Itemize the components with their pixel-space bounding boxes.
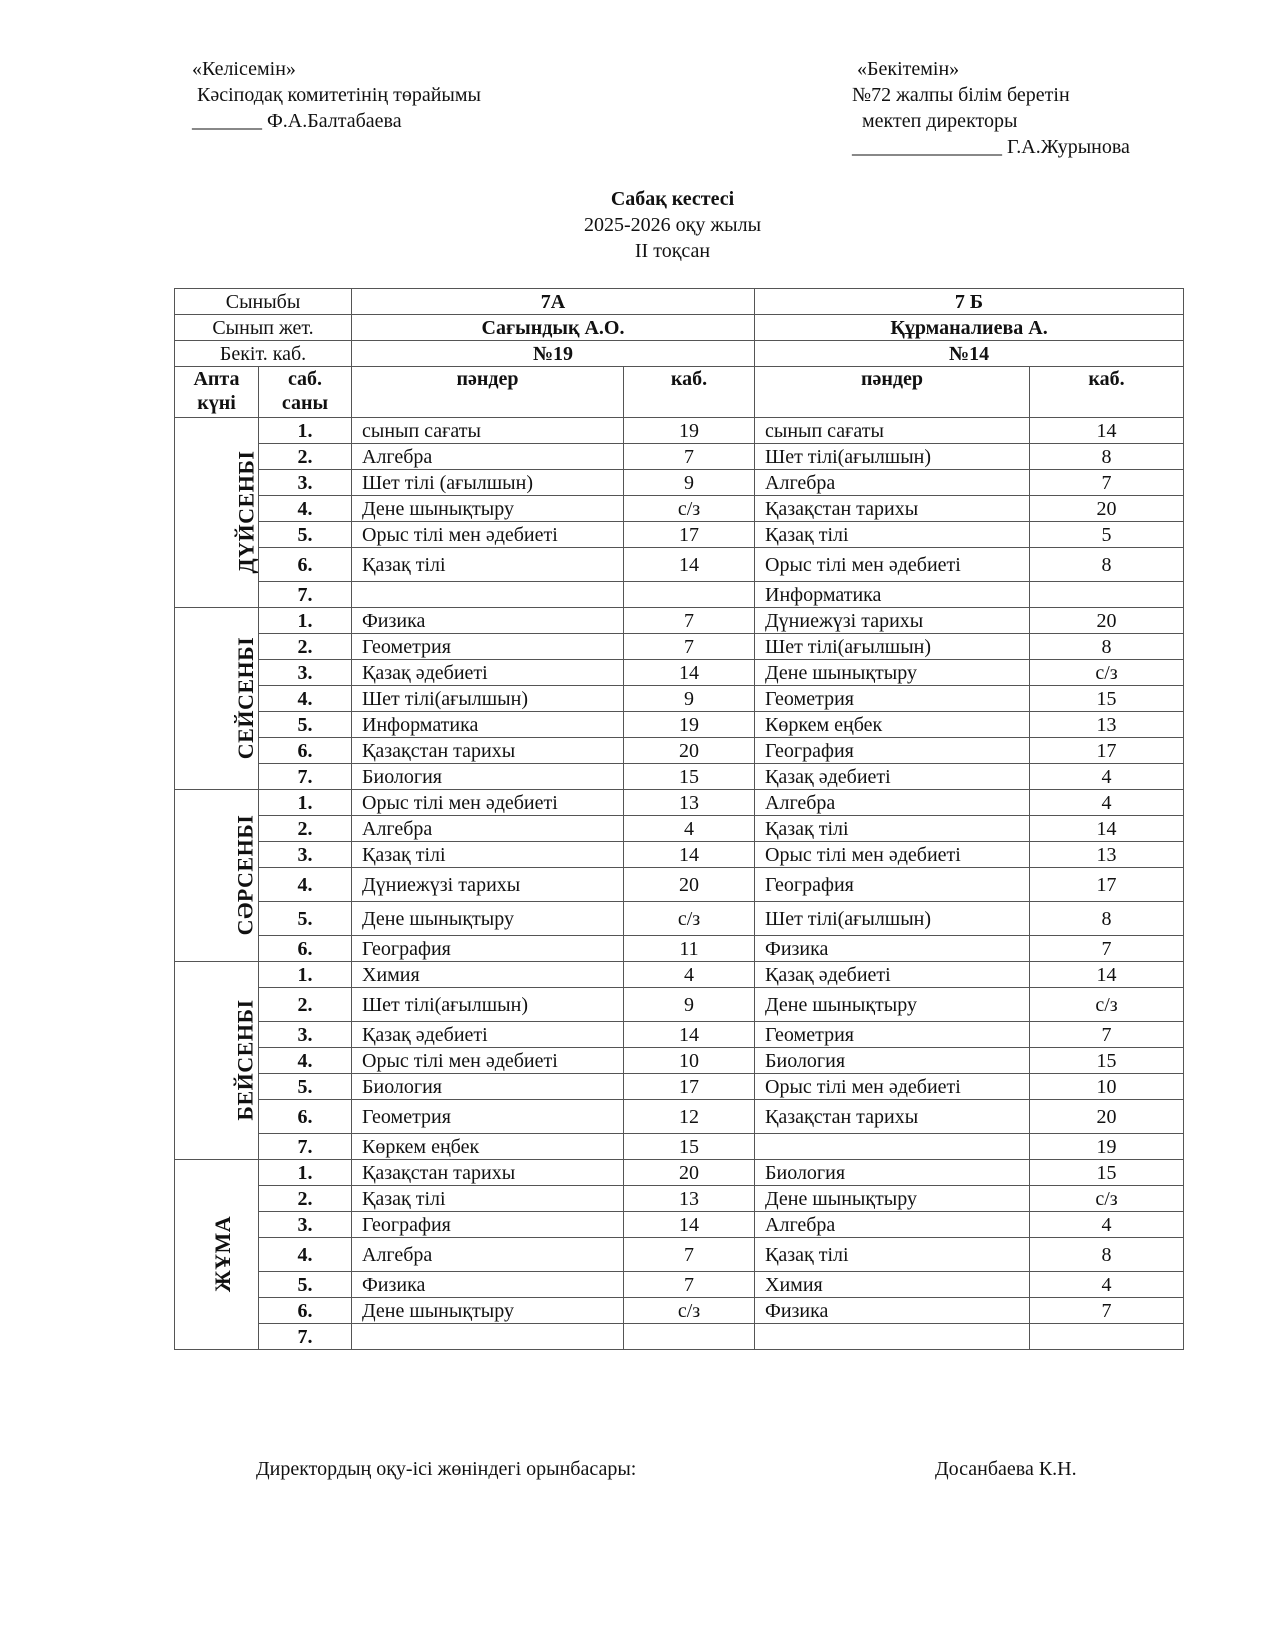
cabinet-7a: 7 bbox=[624, 444, 755, 470]
subject-7a: Геометрия bbox=[352, 634, 624, 660]
agreement-role: Кәсіподақ комитетінің төрайымы bbox=[192, 84, 481, 106]
cabinet-7b bbox=[1030, 1324, 1184, 1350]
subject-7a: География bbox=[352, 936, 624, 962]
cabinet-7b: 5 bbox=[1030, 522, 1184, 548]
teacher-label: Сынып жет. bbox=[175, 315, 352, 341]
cabinet-7b: 20 bbox=[1030, 608, 1184, 634]
subject-7b: Физика bbox=[755, 936, 1030, 962]
subject-7b: Қазақ әдебиеті bbox=[755, 962, 1030, 988]
cabinet-7a: 4 bbox=[624, 816, 755, 842]
subject-7a: Дене шынықтыру bbox=[352, 496, 624, 522]
subject-7b: Қазақ тілі bbox=[755, 816, 1030, 842]
subject-7a: Шет тілі(ағылшын) bbox=[352, 988, 624, 1022]
cabinet-7b: 20 bbox=[1030, 1100, 1184, 1134]
lesson-row bbox=[175, 902, 1184, 936]
subject-7a: сынып сағаты bbox=[352, 418, 624, 444]
schedule-table bbox=[174, 288, 1184, 1350]
cabinet-7a: 7 bbox=[624, 634, 755, 660]
day-cell bbox=[175, 1160, 259, 1350]
lesson-number: 7. bbox=[259, 582, 352, 608]
subject-7a bbox=[352, 1324, 624, 1350]
subject-7b: Қазақ тілі bbox=[755, 522, 1030, 548]
subject-7a: Қазақстан тарихы bbox=[352, 1160, 624, 1186]
lesson-row bbox=[175, 1212, 1184, 1238]
lesson-number: 6. bbox=[259, 738, 352, 764]
subject-7b: Алгебра bbox=[755, 790, 1030, 816]
lesson-row bbox=[175, 1100, 1184, 1134]
document-title: Сабақ кестесі bbox=[610, 188, 735, 210]
cabinet-7a: 20 bbox=[624, 1160, 755, 1186]
cabinet-7b: 8 bbox=[1030, 1238, 1184, 1272]
lesson-number: 6. bbox=[259, 936, 352, 962]
cabinet-7a: 15 bbox=[624, 1134, 755, 1160]
cabinet-7a: с/з bbox=[624, 496, 755, 522]
subject-7a: Қазақ тілі bbox=[352, 1186, 624, 1212]
subject-7a bbox=[352, 582, 624, 608]
column-header-row bbox=[175, 367, 1184, 418]
approval-heading: «Бекітемін» bbox=[852, 58, 960, 80]
academic-year: 2025-2026 оқу жылы bbox=[583, 214, 762, 236]
subject-7b: Геометрия bbox=[755, 686, 1030, 712]
cabinet-7b: 13 bbox=[1030, 842, 1184, 868]
teacher-row bbox=[175, 315, 1184, 341]
subject-7b: Дене шынықтыру bbox=[755, 660, 1030, 686]
cabinet-7a: с/з bbox=[624, 1298, 755, 1324]
subjects-header-7b: пәндер bbox=[755, 367, 1030, 418]
lesson-number: 5. bbox=[259, 1272, 352, 1298]
subject-7b: Көркем еңбек bbox=[755, 712, 1030, 738]
cabinet-7b: 17 bbox=[1030, 868, 1184, 902]
lesson-row bbox=[175, 816, 1184, 842]
lesson-row bbox=[175, 1048, 1184, 1074]
lesson-row bbox=[175, 936, 1184, 962]
subject-7a: Биология bbox=[352, 764, 624, 790]
room-row bbox=[175, 341, 1184, 367]
lesson-row bbox=[175, 418, 1184, 444]
subject-7b: сынып сағаты bbox=[755, 418, 1030, 444]
subject-7a: Орыс тілі мен әдебиеті bbox=[352, 522, 624, 548]
subject-7a: Қазақ әдебиеті bbox=[352, 1022, 624, 1048]
cabinet-7b: 8 bbox=[1030, 634, 1184, 660]
cabinet-7b: 19 bbox=[1030, 1134, 1184, 1160]
teacher-7b: Құрманалиева А. bbox=[755, 315, 1184, 341]
subject-7b: Алгебра bbox=[755, 1212, 1030, 1238]
lesson-number: 5. bbox=[259, 522, 352, 548]
cabinet-7b: 8 bbox=[1030, 548, 1184, 582]
subject-7b: Биология bbox=[755, 1160, 1030, 1186]
subject-7b: Дене шынықтыру bbox=[755, 988, 1030, 1022]
cabinet-7a: 11 bbox=[624, 936, 755, 962]
cabinet-7a: 9 bbox=[624, 686, 755, 712]
cabinet-7a: с/з bbox=[624, 902, 755, 936]
subject-7b: Шет тілі(ағылшын) bbox=[755, 444, 1030, 470]
subject-7a: География bbox=[352, 1212, 624, 1238]
lesson-row bbox=[175, 1186, 1184, 1212]
cabinet-7a: 19 bbox=[624, 418, 755, 444]
cabinet-7b: 4 bbox=[1030, 1212, 1184, 1238]
subject-7b: Физика bbox=[755, 1298, 1030, 1324]
cabinet-7a: 20 bbox=[624, 868, 755, 902]
approval-role: мектеп директоры bbox=[852, 110, 1018, 132]
lesson-number: 2. bbox=[259, 444, 352, 470]
subject-7b: Шет тілі(ағылшын) bbox=[755, 634, 1030, 660]
lesson-row bbox=[175, 790, 1184, 816]
lesson-number: 3. bbox=[259, 1212, 352, 1238]
subject-7b: Химия bbox=[755, 1272, 1030, 1298]
cabinet-7a: 7 bbox=[624, 1272, 755, 1298]
subject-7b: Геометрия bbox=[755, 1022, 1030, 1048]
cabinet-7b: 7 bbox=[1030, 470, 1184, 496]
cabinet-7a: 10 bbox=[624, 1048, 755, 1074]
day-cell bbox=[175, 608, 259, 790]
cabinet-7a: 15 bbox=[624, 764, 755, 790]
cabinet-7b: 20 bbox=[1030, 496, 1184, 522]
lesson-number: 7. bbox=[259, 764, 352, 790]
subject-7a: Биология bbox=[352, 1074, 624, 1100]
lesson-row bbox=[175, 1074, 1184, 1100]
cabinet-7b: с/з bbox=[1030, 1186, 1184, 1212]
cabinet-7a bbox=[624, 1324, 755, 1350]
cabinet-header-7a: каб. bbox=[624, 367, 755, 418]
room-7b: №14 bbox=[755, 341, 1184, 367]
subject-7a: Шет тілі(ағылшын) bbox=[352, 686, 624, 712]
lesson-number: 7. bbox=[259, 1134, 352, 1160]
subject-7b: Дене шынықтыру bbox=[755, 1186, 1030, 1212]
cabinet-7b bbox=[1030, 582, 1184, 608]
subject-7a: Алгебра bbox=[352, 444, 624, 470]
cabinet-7b: 8 bbox=[1030, 902, 1184, 936]
lesson-number: 3. bbox=[259, 1022, 352, 1048]
lesson-row bbox=[175, 764, 1184, 790]
subject-7a: Алгебра bbox=[352, 816, 624, 842]
lesson-row bbox=[175, 1022, 1184, 1048]
lesson-row bbox=[175, 470, 1184, 496]
cabinet-7b: 7 bbox=[1030, 1298, 1184, 1324]
lesson-row bbox=[175, 1324, 1184, 1350]
cabinet-7b: 7 bbox=[1030, 936, 1184, 962]
cabinet-7a: 14 bbox=[624, 660, 755, 686]
lesson-number: 6. bbox=[259, 1100, 352, 1134]
cabinet-7b: с/з bbox=[1030, 988, 1184, 1022]
cabinet-7a: 7 bbox=[624, 1238, 755, 1272]
lesson-number: 3. bbox=[259, 470, 352, 496]
subject-7a: Информатика bbox=[352, 712, 624, 738]
cabinet-7b: 13 bbox=[1030, 712, 1184, 738]
subject-7a: Дүниежүзі тарихы bbox=[352, 868, 624, 902]
day-name: ДҮЙСЕНБІ bbox=[233, 450, 259, 574]
approval-school: №72 жалпы білім беретін bbox=[852, 84, 1070, 106]
lesson-row bbox=[175, 660, 1184, 686]
lesson-number: 5. bbox=[259, 1074, 352, 1100]
cabinet-7a: 17 bbox=[624, 522, 755, 548]
lesson-number: 1. bbox=[259, 1160, 352, 1186]
cabinet-7b: 8 bbox=[1030, 444, 1184, 470]
subject-7b: Биология bbox=[755, 1048, 1030, 1074]
subject-7b: Қазақстан тарихы bbox=[755, 1100, 1030, 1134]
subject-7a: Қазақстан тарихы bbox=[352, 738, 624, 764]
subject-7b: Орыс тілі мен әдебиеті bbox=[755, 1074, 1030, 1100]
subject-7a: Шет тілі (ағылшын) bbox=[352, 470, 624, 496]
lesson-row bbox=[175, 988, 1184, 1022]
agreement-heading: «Келісемін» bbox=[192, 58, 296, 80]
cabinet-7a: 7 bbox=[624, 608, 755, 634]
lesson-row bbox=[175, 868, 1184, 902]
subject-7b: Шет тілі(ағылшын) bbox=[755, 902, 1030, 936]
day-cell bbox=[175, 962, 259, 1160]
day-cell bbox=[175, 790, 259, 962]
quarter: ІІ тоқсан bbox=[634, 240, 711, 262]
room-7a: №19 bbox=[352, 341, 755, 367]
lesson-row bbox=[175, 522, 1184, 548]
subject-7b: География bbox=[755, 738, 1030, 764]
cabinet-7b: 17 bbox=[1030, 738, 1184, 764]
lesson-number: 7. bbox=[259, 1324, 352, 1350]
subject-7b: Орыс тілі мен әдебиеті bbox=[755, 842, 1030, 868]
class-row bbox=[175, 289, 1184, 315]
subject-7b: Қазақ әдебиеті bbox=[755, 764, 1030, 790]
lesson-row bbox=[175, 1238, 1184, 1272]
cabinet-7a: 9 bbox=[624, 988, 755, 1022]
lesson-number: 3. bbox=[259, 660, 352, 686]
subject-7a: Физика bbox=[352, 608, 624, 634]
subject-7b: География bbox=[755, 868, 1030, 902]
lesson-number: 6. bbox=[259, 548, 352, 582]
cabinet-7b: 10 bbox=[1030, 1074, 1184, 1100]
subjects-header-7a: пәндер bbox=[352, 367, 624, 418]
lesson-number: 2. bbox=[259, 1186, 352, 1212]
cabinet-7b: 15 bbox=[1030, 1160, 1184, 1186]
lesson-number: 1. bbox=[259, 790, 352, 816]
cabinet-7a: 13 bbox=[624, 1186, 755, 1212]
subject-7a: Дене шынықтыру bbox=[352, 902, 624, 936]
lesson-row bbox=[175, 712, 1184, 738]
cabinet-7b: 14 bbox=[1030, 418, 1184, 444]
lesson-row bbox=[175, 962, 1184, 988]
lesson-number: 4. bbox=[259, 1238, 352, 1272]
approval-block bbox=[852, 56, 1130, 160]
agreement-block bbox=[192, 56, 481, 134]
subject-7b: Қазақ тілі bbox=[755, 1238, 1030, 1272]
subject-7a: Алгебра bbox=[352, 1238, 624, 1272]
subject-7b: Қазақстан тарихы bbox=[755, 496, 1030, 522]
lesson-number: 1. bbox=[259, 962, 352, 988]
cabinet-7b: 15 bbox=[1030, 1048, 1184, 1074]
lesson-number: 2. bbox=[259, 816, 352, 842]
subject-7a: Қазақ тілі bbox=[352, 842, 624, 868]
cabinet-7b: 7 bbox=[1030, 1022, 1184, 1048]
cabinet-7a: 19 bbox=[624, 712, 755, 738]
approval-signature: _______________ Г.А.Журынова bbox=[852, 136, 1130, 158]
lesson-number: 2. bbox=[259, 634, 352, 660]
cabinet-7a: 14 bbox=[624, 842, 755, 868]
lesson-number: 5. bbox=[259, 902, 352, 936]
cabinet-7b: 15 bbox=[1030, 686, 1184, 712]
lesson-row bbox=[175, 1298, 1184, 1324]
cabinet-7b: 14 bbox=[1030, 962, 1184, 988]
subject-7a: Көркем еңбек bbox=[352, 1134, 624, 1160]
day-name: СЕЙСЕНБІ bbox=[233, 636, 259, 760]
subject-7b bbox=[755, 1134, 1030, 1160]
cabinet-7b: 14 bbox=[1030, 816, 1184, 842]
lesson-row bbox=[175, 582, 1184, 608]
lesson-number-header: саб. саны bbox=[259, 367, 352, 418]
lesson-row bbox=[175, 634, 1184, 660]
cabinet-7b: с/з bbox=[1030, 660, 1184, 686]
day-name: СӘРСЕНБІ bbox=[232, 814, 258, 936]
cabinet-7a: 14 bbox=[624, 1022, 755, 1048]
room-label: Бекіт. каб. bbox=[175, 341, 352, 367]
subject-7b: Дүниежүзі тарихы bbox=[755, 608, 1030, 634]
day-name: БЕЙСЕНБІ bbox=[232, 999, 258, 1121]
teacher-7a: Сағындық А.О. bbox=[352, 315, 755, 341]
day-header: Апта күні bbox=[175, 367, 259, 418]
cabinet-7a: 4 bbox=[624, 962, 755, 988]
cabinet-7a bbox=[624, 582, 755, 608]
subject-7a: Геометрия bbox=[352, 1100, 624, 1134]
lesson-number: 3. bbox=[259, 842, 352, 868]
subject-7a: Қазақ тілі bbox=[352, 548, 624, 582]
lesson-number: 1. bbox=[259, 418, 352, 444]
lesson-row bbox=[175, 738, 1184, 764]
cabinet-7b: 4 bbox=[1030, 790, 1184, 816]
lesson-number: 4. bbox=[259, 686, 352, 712]
lesson-number: 4. bbox=[259, 868, 352, 902]
lesson-row bbox=[175, 1160, 1184, 1186]
lesson-number: 2. bbox=[259, 988, 352, 1022]
deputy-name: Досанбаева К.Н. bbox=[935, 1458, 1077, 1480]
subject-7a: Қазақ әдебиеті bbox=[352, 660, 624, 686]
subject-7b: Информатика bbox=[755, 582, 1030, 608]
class-7a: 7А bbox=[352, 289, 755, 315]
lesson-number: 4. bbox=[259, 1048, 352, 1074]
cabinet-7b: 4 bbox=[1030, 1272, 1184, 1298]
subject-7a: Химия bbox=[352, 962, 624, 988]
lesson-row bbox=[175, 1272, 1184, 1298]
subject-7b: Орыс тілі мен әдебиеті bbox=[755, 548, 1030, 582]
lesson-number: 1. bbox=[259, 608, 352, 634]
lesson-row bbox=[175, 686, 1184, 712]
lesson-number: 5. bbox=[259, 712, 352, 738]
subject-7b: Алгебра bbox=[755, 470, 1030, 496]
document-title-block bbox=[0, 186, 1275, 264]
cabinet-7a: 20 bbox=[624, 738, 755, 764]
class-7b: 7 Б bbox=[755, 289, 1184, 315]
lesson-row bbox=[175, 444, 1184, 470]
lesson-row bbox=[175, 496, 1184, 522]
cabinet-7a: 13 bbox=[624, 790, 755, 816]
lesson-row bbox=[175, 1134, 1184, 1160]
cabinet-header-7b: каб. bbox=[1030, 367, 1184, 418]
subject-7b bbox=[755, 1324, 1030, 1350]
subject-7a: Орыс тілі мен әдебиеті bbox=[352, 790, 624, 816]
subject-7a: Физика bbox=[352, 1272, 624, 1298]
cabinet-7a: 14 bbox=[624, 548, 755, 582]
lesson-number: 4. bbox=[259, 496, 352, 522]
cabinet-7a: 12 bbox=[624, 1100, 755, 1134]
cabinet-7a: 14 bbox=[624, 1212, 755, 1238]
cabinet-7a: 17 bbox=[624, 1074, 755, 1100]
day-name: ЖҰМА bbox=[210, 1215, 236, 1293]
class-label: Сыныбы bbox=[175, 289, 352, 315]
agreement-signature: _______ Ф.А.Балтабаева bbox=[192, 110, 402, 132]
lesson-row bbox=[175, 608, 1184, 634]
day-cell bbox=[175, 418, 259, 608]
subject-7a: Дене шынықтыру bbox=[352, 1298, 624, 1324]
deputy-position: Директордың оқу-ісі жөніндегі орынбасары: bbox=[256, 1458, 637, 1480]
subject-7a: Орыс тілі мен әдебиеті bbox=[352, 1048, 624, 1074]
lesson-row bbox=[175, 548, 1184, 582]
cabinet-7b: 4 bbox=[1030, 764, 1184, 790]
cabinet-7a: 9 bbox=[624, 470, 755, 496]
lesson-number: 6. bbox=[259, 1298, 352, 1324]
lesson-row bbox=[175, 842, 1184, 868]
